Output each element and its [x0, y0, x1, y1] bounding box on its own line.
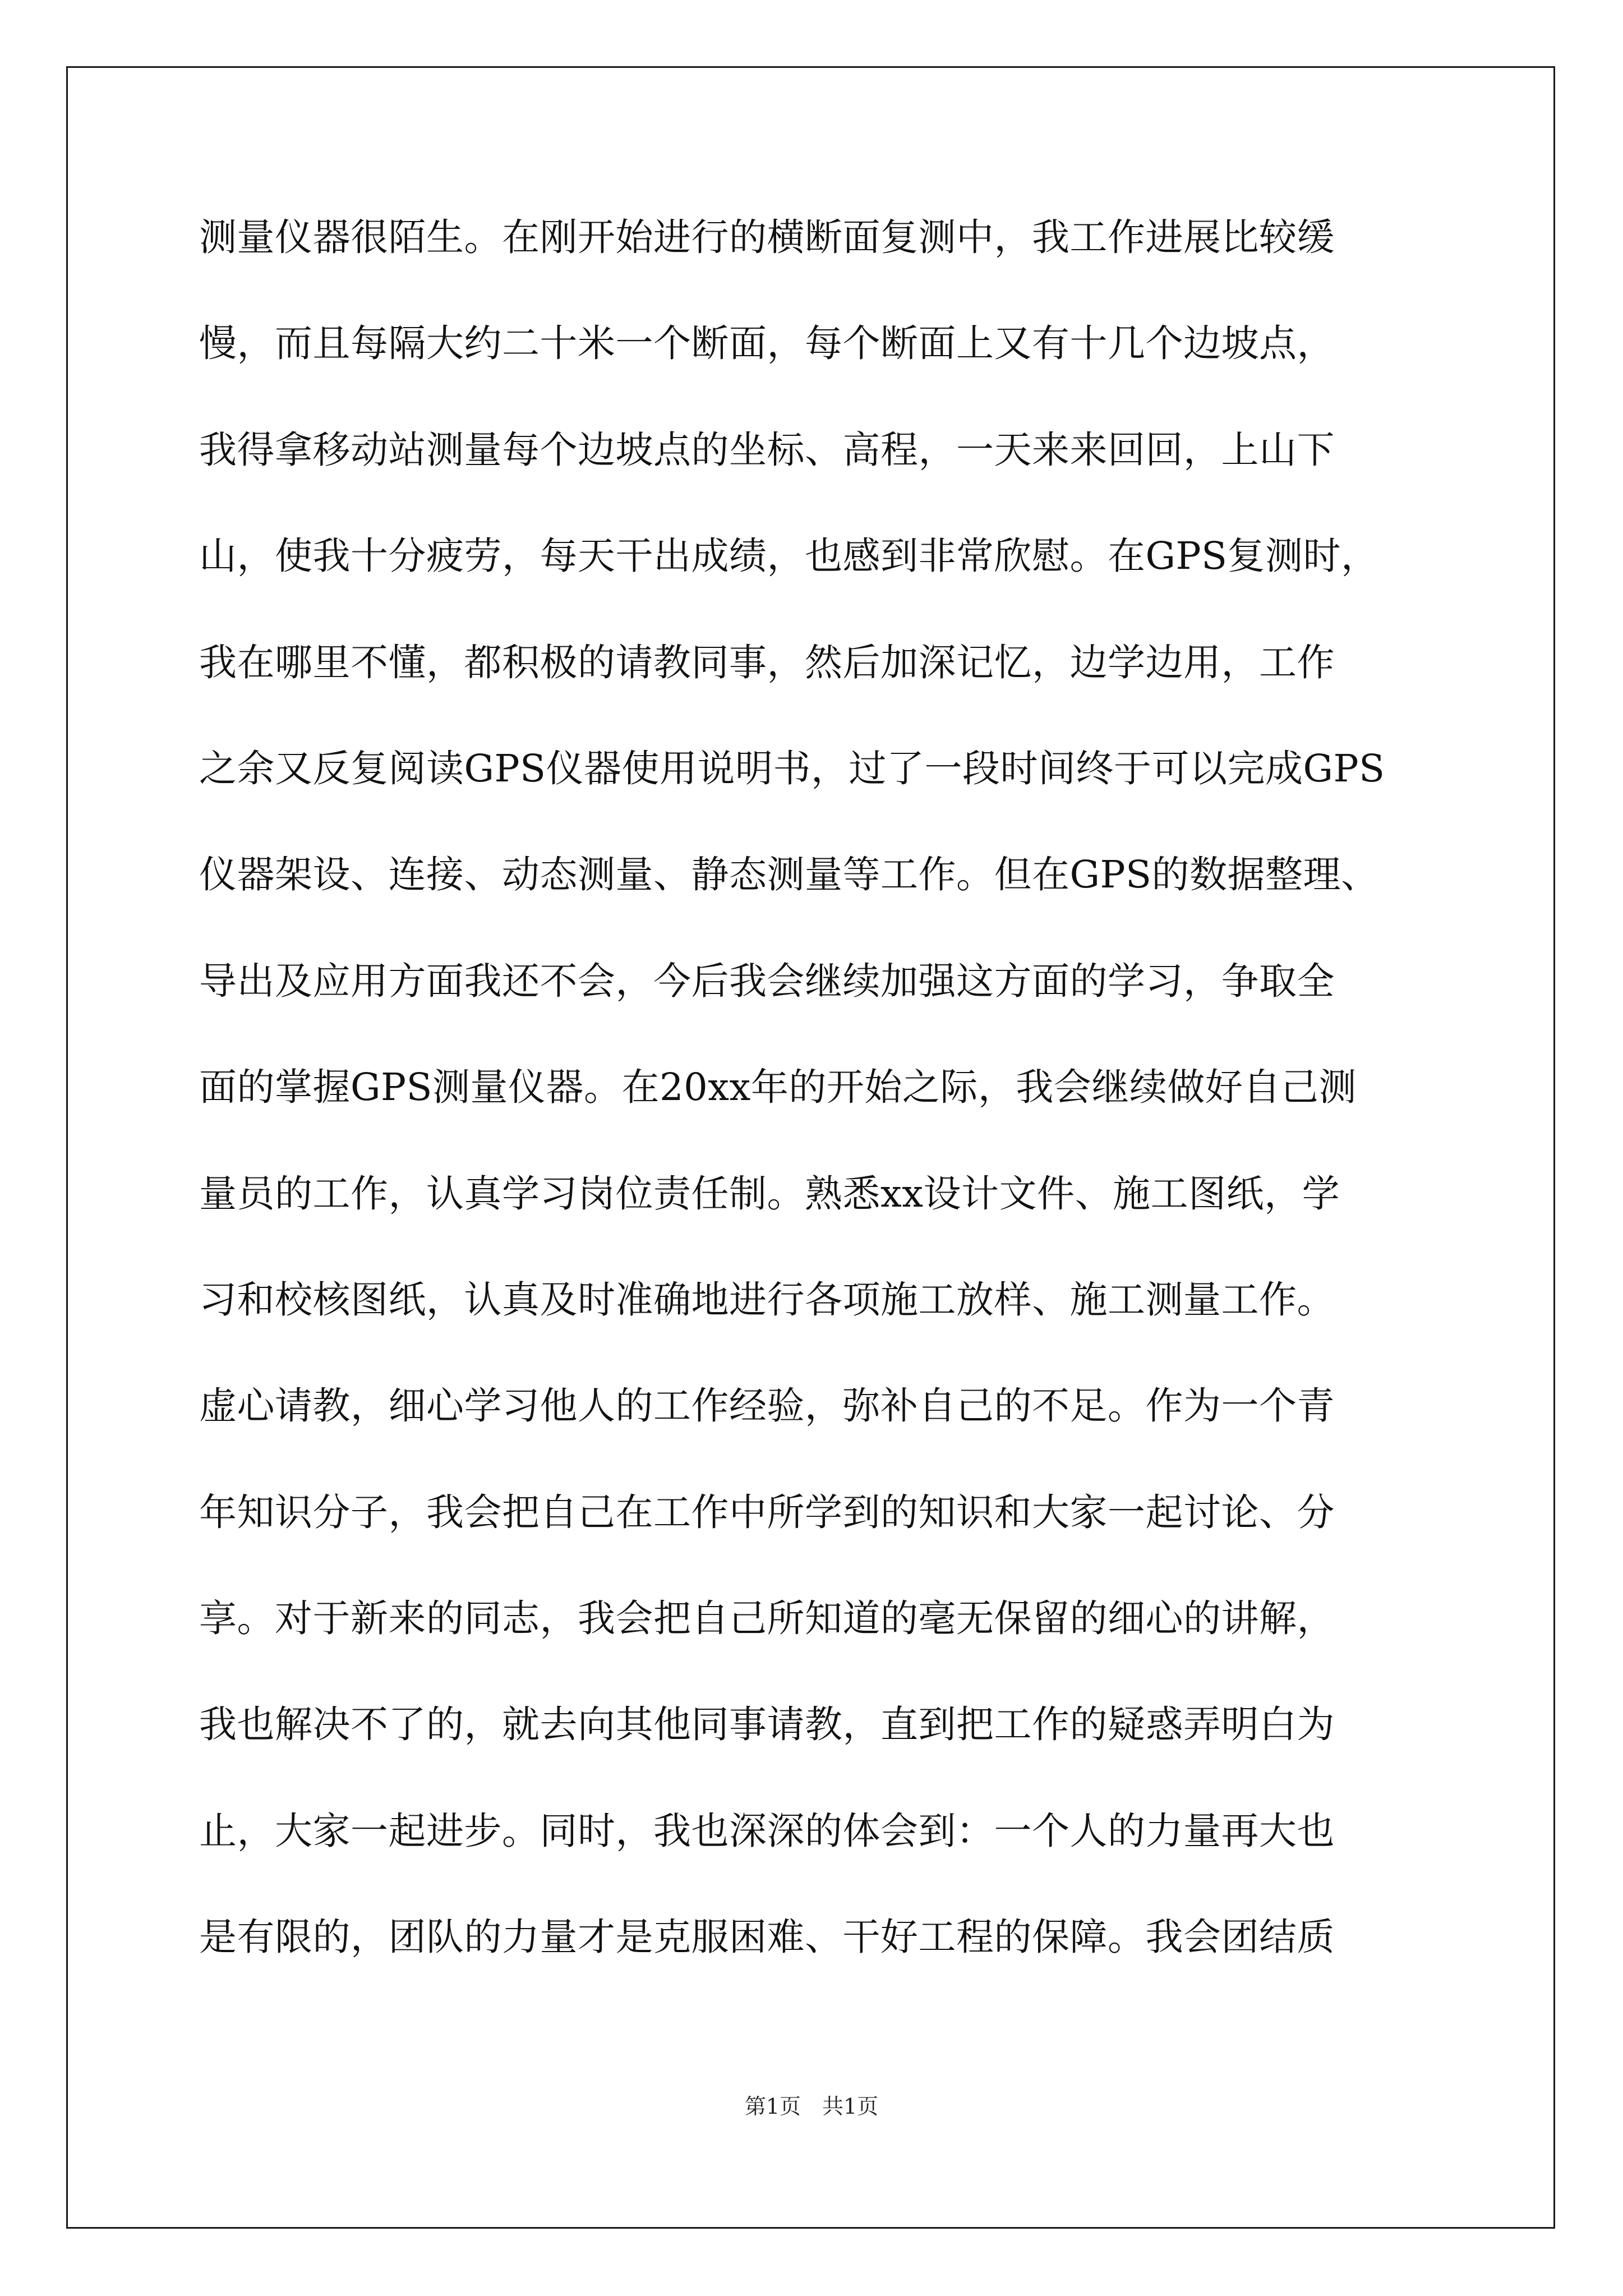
text-line: 虚心请教，细心学习他人的工作经验，弥补自己的不足。作为一个青	[199, 1384, 1335, 1428]
text-line: 是有限的，团队的力量才是克服困难、干好工程的保障。我会团结质	[199, 1915, 1335, 1959]
text-line: 享。对于新来的同志，我会把自己所知道的毫无保留的细心的讲解，	[199, 1596, 1335, 1641]
text-line: 山，使我十分疲劳，每天干出成绩，也感到非常欣慰。在GPS复测时，	[199, 534, 1379, 578]
document-body	[199, 215, 1461, 2025]
text-line: 之余又反复阅读GPS仪器使用说明书，过了一段时间终于可以完成GPS	[199, 746, 1385, 790]
text-line: 我在哪里不懂，都积极的请教同事，然后加深记忆，边学边用，工作	[199, 640, 1335, 684]
text-line: 我得拿移动站测量每个边坡点的坐标、高程，一天来来回回，上山下	[199, 427, 1335, 472]
text-line: 测量仪器很陌生。在刚开始进行的横断面复测中，我工作进展比较缓	[199, 215, 1335, 259]
text-line: 年知识分子，我会把自己在工作中所学到的知识和大家一起讨论、分	[199, 1490, 1335, 1534]
text-line: 慢，而且每隔大约二十米一个断面，每个断面上又有十几个边坡点，	[199, 321, 1335, 366]
text-line: 面的掌握GPS测量仪器。在20xx年的开始之际，我会继续做好自己测	[199, 1065, 1357, 1110]
text-line: 量员的工作，认真学习岗位责任制。熟悉xx设计文件、施工图纸，学	[199, 1171, 1340, 1216]
text-line: 我也解决不了的，就去向其他同事请教，直到把工作的疑惑弄明白为	[199, 1703, 1335, 1747]
text-line: 导出及应用方面我还不会，今后我会继续加强这方面的学习，争取全	[199, 959, 1335, 1003]
text-line: 止，大家一起进步。同时，我也深深的体会到：一个人的力量再大也	[199, 1809, 1335, 1853]
text-line: 仪器架设、连接、动态测量、静态测量等工作。但在GPS的数据整理、	[199, 853, 1379, 897]
text-line: 习和校核图纸，认真及时准确地进行各项施工放样、施工测量工作。	[199, 1277, 1335, 1322]
page-number-footer: 第1页 共1页	[744, 2094, 879, 2119]
